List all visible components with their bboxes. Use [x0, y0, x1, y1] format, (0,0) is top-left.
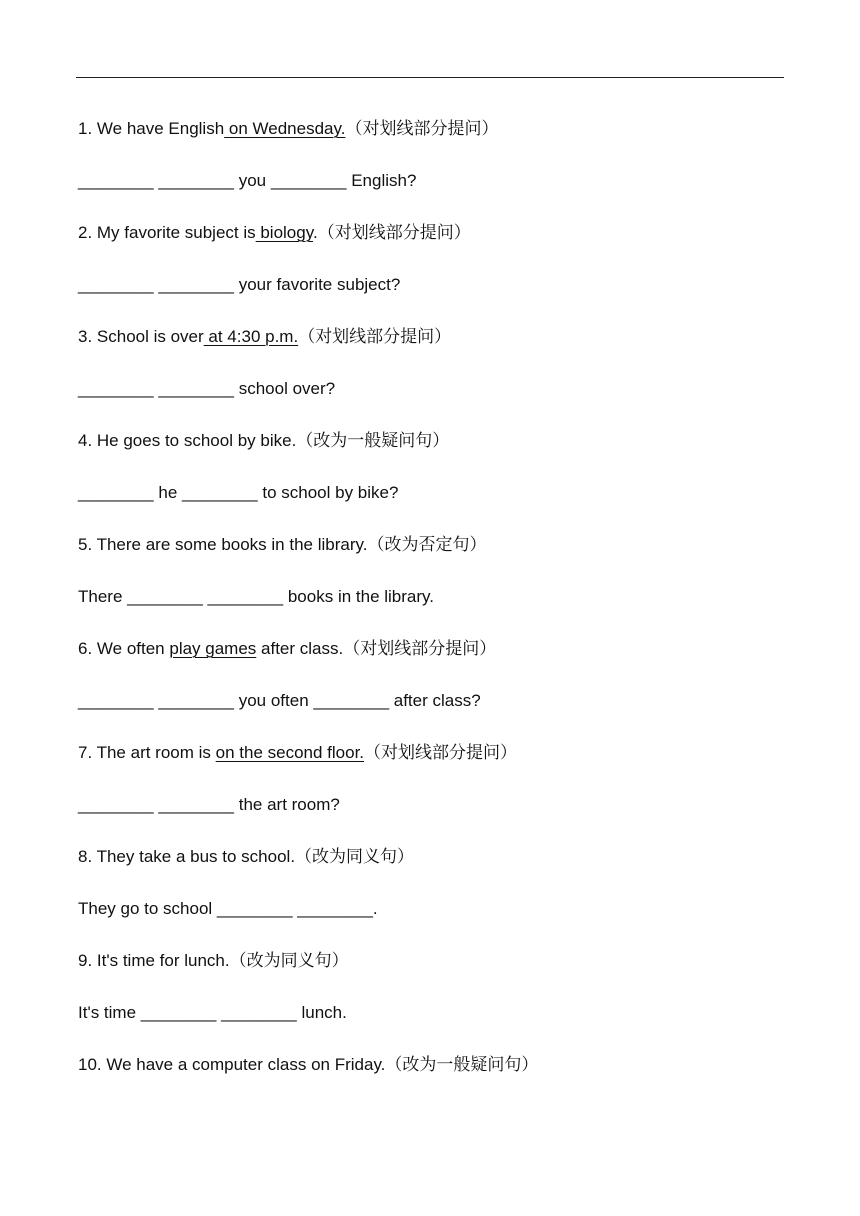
instruction: （对划线部分提问）	[345, 119, 499, 139]
question-6	[78, 636, 798, 688]
question-text: 9. It's time for lunch.	[78, 951, 230, 970]
question-text: 8. They take a bus to school.	[78, 847, 296, 866]
instruction: （对划线部分提问）	[343, 639, 497, 659]
answer-line-6: ________ ________ you often ________ after class?	[78, 691, 481, 710]
question-text-end: after class.	[256, 639, 344, 658]
underlined-phrase: play games	[169, 639, 257, 658]
question-text: 2. My favorite subject is	[78, 223, 256, 242]
exercise-list	[78, 116, 798, 1104]
question-text-end: .	[312, 223, 318, 242]
question-2	[78, 220, 798, 272]
instruction: （对划线部分提问）	[364, 743, 518, 763]
answer-line-1: ________ ________ you ________ English?	[78, 171, 417, 190]
question-3	[78, 324, 798, 376]
underlined-phrase: biology	[255, 223, 313, 242]
question-4	[78, 428, 798, 480]
header-rule	[76, 77, 784, 78]
question-10	[78, 1052, 798, 1104]
answer-line-8: They go to school ________ ________.	[78, 899, 378, 918]
answer-line-3: ________ ________ school over?	[78, 379, 336, 398]
question-9	[78, 948, 798, 1000]
instruction: （对划线部分提问）	[298, 327, 452, 347]
question-5	[78, 532, 798, 584]
answer-line-2: ________ ________ your favorite subject?	[78, 275, 401, 294]
answer-line-5: There ________ ________ books in the library.	[78, 587, 434, 606]
question-text: 4. He goes to school by bike.	[78, 431, 297, 450]
question-text: 5. There are some books in the library.	[78, 535, 368, 554]
question-8	[78, 844, 798, 896]
instruction: （改为一般疑问句）	[296, 431, 450, 451]
answer-line-7: ________ ________ the art room?	[78, 795, 340, 814]
question-text: 10. We have a computer class on Friday.	[78, 1055, 386, 1074]
instruction: （对划线部分提问）	[317, 223, 471, 243]
instruction: （改为同义句）	[295, 847, 415, 867]
question-text: 3. School is over	[78, 327, 204, 346]
instruction: （改为否定句）	[367, 535, 487, 555]
question-text: 6. We often	[78, 639, 170, 658]
instruction: （改为同义句）	[229, 951, 349, 971]
answer-line-4: ________ he ________ to school by bike?	[78, 483, 399, 502]
underlined-phrase: on Wednesday.	[224, 119, 346, 138]
answer-line-9: It's time ________ ________ lunch.	[78, 1003, 347, 1022]
question-text: 1. We have English	[78, 119, 225, 138]
underlined-phrase: on the second floor.	[215, 743, 365, 762]
question-1	[78, 116, 798, 168]
question-text: 7. The art room is	[78, 743, 216, 762]
underlined-phrase: at 4:30 p.m.	[203, 327, 299, 346]
question-7	[78, 740, 798, 792]
instruction: （改为一般疑问句）	[385, 1055, 539, 1075]
